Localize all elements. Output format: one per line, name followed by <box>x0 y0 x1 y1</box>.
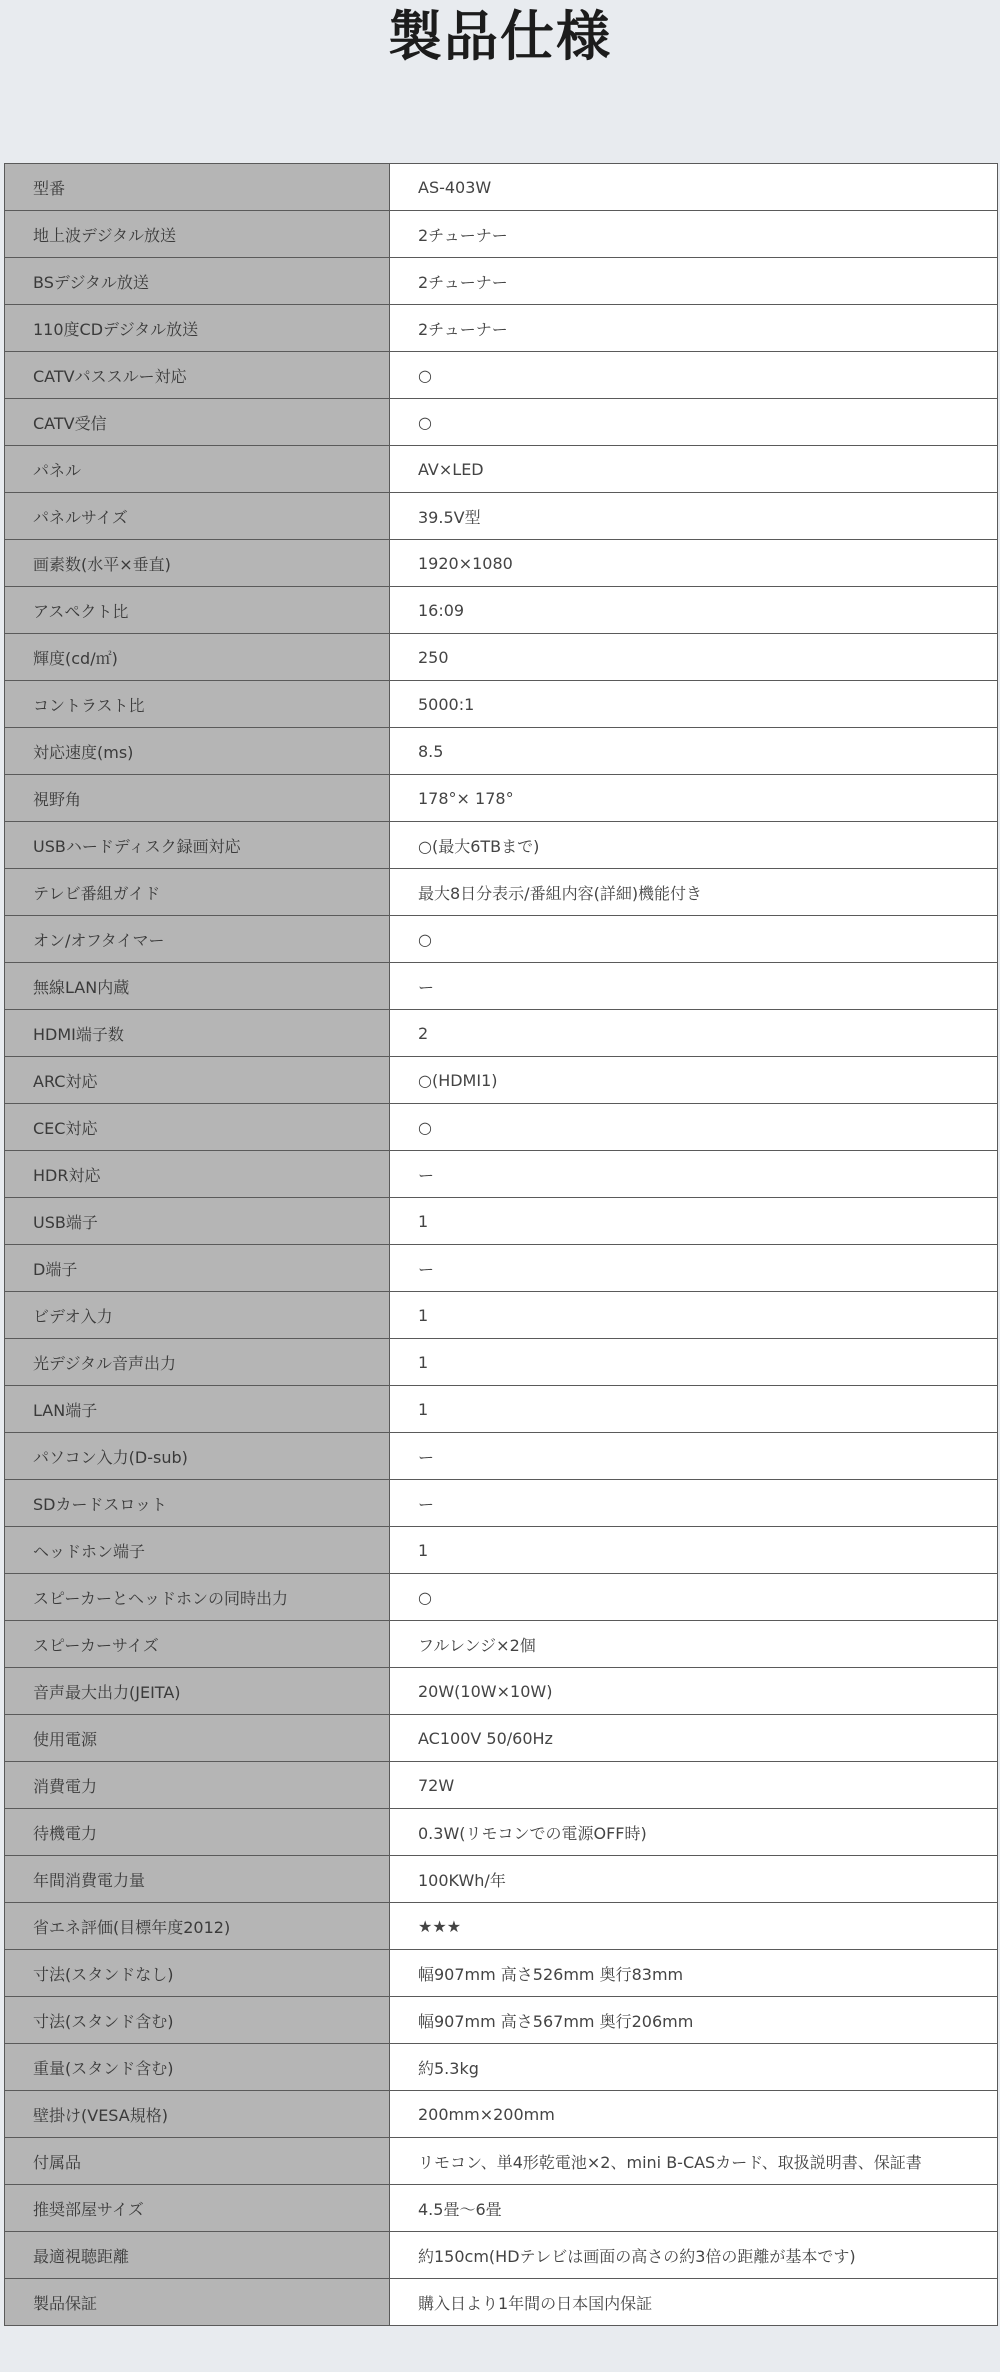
spec-label: CATV受信 <box>5 399 390 446</box>
spec-label: ビデオ入力 <box>5 1292 390 1339</box>
spec-label: 視野角 <box>5 775 390 822</box>
spec-row <box>5 211 998 258</box>
spec-label: 使用電源 <box>5 1715 390 1762</box>
spec-label: 年間消費電力量 <box>5 1856 390 1903</box>
spec-row <box>5 1903 998 1950</box>
spec-row <box>5 1856 998 1903</box>
spec-value: 4.5畳〜6畳 <box>390 2185 998 2232</box>
spec-value: 72W <box>390 1762 998 1809</box>
spec-label: 画素数(水平×垂直) <box>5 540 390 587</box>
spec-table <box>4 163 998 2326</box>
spec-row <box>5 1715 998 1762</box>
spec-label: オン/オフタイマー <box>5 916 390 963</box>
spec-value: ー <box>390 963 998 1010</box>
spec-label: 重量(スタンド含む) <box>5 2044 390 2091</box>
spec-value: 20W(10W×10W) <box>390 1668 998 1715</box>
spec-label: ARC対応 <box>5 1057 390 1104</box>
spec-label: コントラスト比 <box>5 681 390 728</box>
spec-value: AV×LED <box>390 446 998 493</box>
spec-label: 消費電力 <box>5 1762 390 1809</box>
spec-value: 16:09 <box>390 587 998 634</box>
spec-label: 付属品 <box>5 2138 390 2185</box>
spec-value: ○ <box>390 352 998 399</box>
spec-row <box>5 587 998 634</box>
spec-label: パネル <box>5 446 390 493</box>
spec-row <box>5 1997 998 2044</box>
spec-value: 2チューナー <box>390 258 998 305</box>
spec-row <box>5 1950 998 1997</box>
spec-label: 寸法(スタンドなし) <box>5 1950 390 1997</box>
spec-value: ○(最大6TBまで) <box>390 822 998 869</box>
page-title: 製品仕様 <box>388 5 612 68</box>
spec-label: ヘッドホン端子 <box>5 1527 390 1574</box>
spec-label: 省エネ評価(目標年度2012) <box>5 1903 390 1950</box>
spec-label: パネルサイズ <box>5 493 390 540</box>
spec-row <box>5 2185 998 2232</box>
spec-label: 待機電力 <box>5 1809 390 1856</box>
spec-label: 音声最大出力(JEITA) <box>5 1668 390 1715</box>
spec-label: アスペクト比 <box>5 587 390 634</box>
spec-row <box>5 963 998 1010</box>
spec-row <box>5 681 998 728</box>
spec-value: 1 <box>390 1292 998 1339</box>
spec-row <box>5 2232 998 2279</box>
spec-row <box>5 305 998 352</box>
spec-row <box>5 1668 998 1715</box>
spec-row <box>5 1621 998 1668</box>
spec-label: 製品保証 <box>5 2279 390 2326</box>
spec-row <box>5 1292 998 1339</box>
spec-label: 型番 <box>5 164 390 211</box>
spec-label: テレビ番組ガイド <box>5 869 390 916</box>
spec-row <box>5 1762 998 1809</box>
spec-label: SDカードスロット <box>5 1480 390 1527</box>
spec-value: 39.5V型 <box>390 493 998 540</box>
spec-value: ー <box>390 1433 998 1480</box>
spec-value: ○ <box>390 916 998 963</box>
spec-value: 約150cm(HDテレビは画面の高さの約3倍の距離が基本です) <box>390 2232 998 2279</box>
spec-value: 178°× 178° <box>390 775 998 822</box>
spec-value: 250 <box>390 634 998 681</box>
spec-value: ○ <box>390 1104 998 1151</box>
spec-value: 100KWh/年 <box>390 1856 998 1903</box>
spec-row <box>5 869 998 916</box>
spec-row <box>5 258 998 305</box>
spec-label: パソコン入力(D-sub) <box>5 1433 390 1480</box>
spec-label: LAN端子 <box>5 1386 390 1433</box>
spec-row <box>5 1198 998 1245</box>
spec-value: ー <box>390 1480 998 1527</box>
spec-label: 推奨部屋サイズ <box>5 2185 390 2232</box>
spec-label: D端子 <box>5 1245 390 1292</box>
spec-value: ○ <box>390 399 998 446</box>
spec-row <box>5 1104 998 1151</box>
spec-row <box>5 916 998 963</box>
spec-value: フルレンジ×2個 <box>390 1621 998 1668</box>
spec-value: 幅907mm 高さ567mm 奥行206mm <box>390 1997 998 2044</box>
spec-row <box>5 1574 998 1621</box>
spec-value: AS-403W <box>390 164 998 211</box>
spec-row <box>5 540 998 587</box>
spec-label: スピーカーとヘッドホンの同時出力 <box>5 1574 390 1621</box>
spec-value: 1 <box>390 1339 998 1386</box>
spec-row <box>5 1010 998 1057</box>
spec-label: CATVパススルー対応 <box>5 352 390 399</box>
spec-value: ★★★ <box>390 1903 998 1950</box>
spec-value: AC100V 50/60Hz <box>390 1715 998 1762</box>
spec-label: HDR対応 <box>5 1151 390 1198</box>
spec-value: 1 <box>390 1198 998 1245</box>
spec-label: 地上波デジタル放送 <box>5 211 390 258</box>
spec-value: リモコン、単4形乾電池×2、mini B-CASカード、取扱説明書、保証書 <box>390 2138 998 2185</box>
spec-row <box>5 1809 998 1856</box>
spec-value: 購入日より1年間の日本国内保証 <box>390 2279 998 2326</box>
spec-row <box>5 446 998 493</box>
spec-value: ー <box>390 1245 998 1292</box>
spec-label: USBハードディスク録画対応 <box>5 822 390 869</box>
spec-label: 無線LAN内蔵 <box>5 963 390 1010</box>
spec-label: USB端子 <box>5 1198 390 1245</box>
spec-value: 5000:1 <box>390 681 998 728</box>
spec-label: BSデジタル放送 <box>5 258 390 305</box>
spec-row <box>5 1527 998 1574</box>
spec-row <box>5 1386 998 1433</box>
spec-label: 最適視聴距離 <box>5 2232 390 2279</box>
spec-row <box>5 822 998 869</box>
spec-row <box>5 2091 998 2138</box>
spec-label: 寸法(スタンド含む) <box>5 1997 390 2044</box>
spec-value: 最大8日分表示/番組内容(詳細)機能付き <box>390 869 998 916</box>
spec-label: CEC対応 <box>5 1104 390 1151</box>
spec-value: 2チューナー <box>390 305 998 352</box>
spec-value: 8.5 <box>390 728 998 775</box>
spec-label: 光デジタル音声出力 <box>5 1339 390 1386</box>
spec-row <box>5 1480 998 1527</box>
spec-label: スピーカーサイズ <box>5 1621 390 1668</box>
spec-row <box>5 2138 998 2185</box>
spec-row <box>5 164 998 211</box>
spec-value: ー <box>390 1151 998 1198</box>
spec-value: 1 <box>390 1386 998 1433</box>
spec-value: 1 <box>390 1527 998 1574</box>
spec-row <box>5 399 998 446</box>
spec-row <box>5 634 998 681</box>
spec-label: 輝度(cd/㎡) <box>5 634 390 681</box>
spec-row <box>5 1057 998 1104</box>
spec-row <box>5 1245 998 1292</box>
spec-row <box>5 493 998 540</box>
spec-value: 200mm×200mm <box>390 2091 998 2138</box>
spec-row <box>5 2044 998 2091</box>
spec-value: 幅907mm 高さ526mm 奥行83mm <box>390 1950 998 1997</box>
spec-value: 2 <box>390 1010 998 1057</box>
spec-label: HDMI端子数 <box>5 1010 390 1057</box>
spec-row <box>5 775 998 822</box>
spec-value: 2チューナー <box>390 211 998 258</box>
spec-value: 0.3W(リモコンでの電源OFF時) <box>390 1809 998 1856</box>
spec-table-body <box>5 164 998 2326</box>
spec-label: 壁掛け(VESA規格) <box>5 2091 390 2138</box>
spec-row <box>5 352 998 399</box>
spec-value: 1920×1080 <box>390 540 998 587</box>
spec-row <box>5 1433 998 1480</box>
spec-label: 110度CDデジタル放送 <box>5 305 390 352</box>
spec-row <box>5 1339 998 1386</box>
spec-label: 対応速度(ms) <box>5 728 390 775</box>
spec-row <box>5 1151 998 1198</box>
spec-value: ○(HDMI1) <box>390 1057 998 1104</box>
spec-row <box>5 728 998 775</box>
spec-value: 約5.3kg <box>390 2044 998 2091</box>
spec-value: ○ <box>390 1574 998 1621</box>
spec-row <box>5 2279 998 2326</box>
